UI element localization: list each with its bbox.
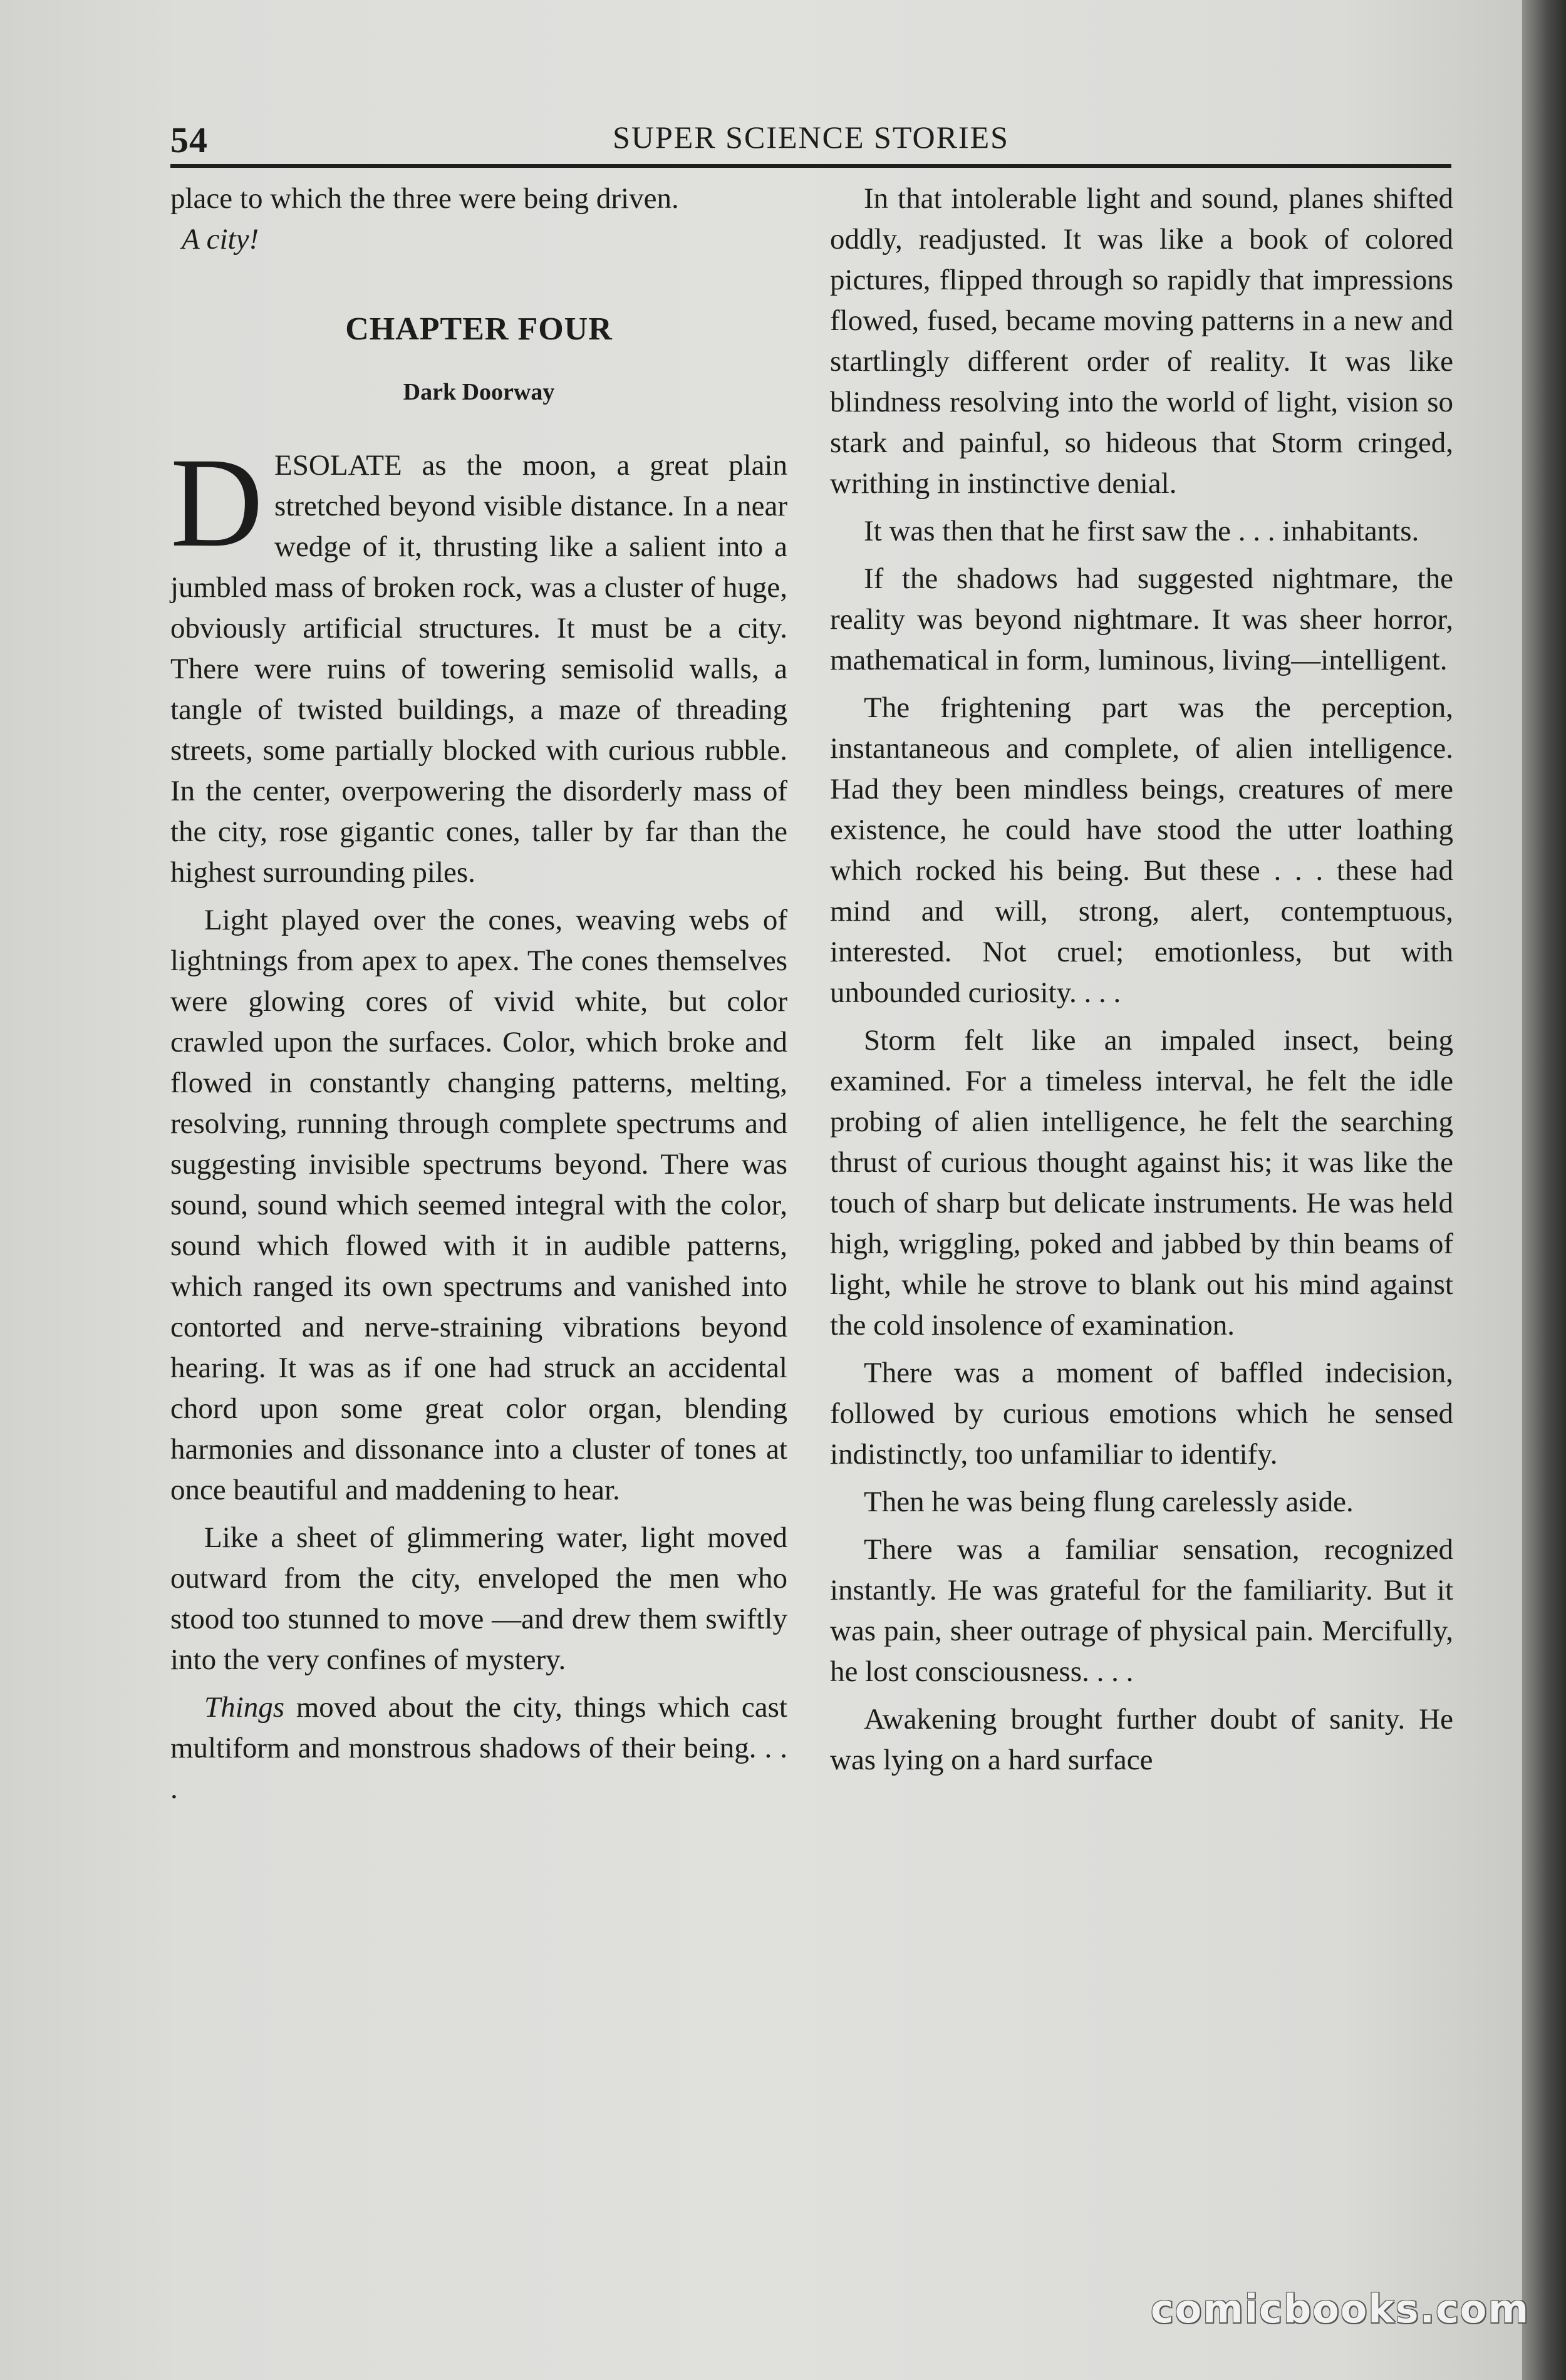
paragraph: The frightening part was the perception, instantaneous and complete, of alien intelligence. Had they been mindless beings, creatures of mere existence, he could have stood the utter loathing which rocked his being. But these . . . these had mind and will, strong, alert, contemptuous, interested. Not cruel; emotionless, but with unbounded curiosity. . . . [830,691,1453,1009]
paragraph-text: ESOLATE as the moon, a great plain stretched beyond visible distance. In a near wedge of it, thrusting like a salient into a jumbled mass of broken rock, was a cluster of huge, obviously artificial structures. It must be a city. There were ruins of towering semisolid walls, a tangle of twisted buildings, a maze of threading streets, some partially blocked with curious rubble. In the center, overpowering the disorderly mass of the city, rose gigantic cones, taller by far than the highest surrounding piles. [170,449,787,889]
paragraph: Then he was being flung carelessly aside. [864,1486,1354,1518]
page-number: 54 [170,120,208,160]
paragraph: place to which the three were being driven. [170,182,679,215]
drop-cap: D [170,432,264,574]
paragraph: Like a sheet of glimmering water, light moved outward from the city, enveloped the men who stood too stunned to move —and drew them swiftly into the very confines of mystery. [170,1521,787,1676]
header-rule [170,164,1451,168]
paragraph: Light played over the cones, weaving webs of lightnings from apex to apex. The cones themselves were glowing cores of vivid white, but color crawled upon the surfaces. Color, which broke and flowed in constantly changing patterns, melting, resolving, running through complete spectrums and suggesting invisible spectrums beyond. There was sound, sound which seemed integral with the color, sound which flowed with it in audible patterns, which ranged its own spectrums and vanished into contorted and nerve-straining vibrations beyond hearing. It was as if one had struck an accidental chord upon some great color organ, blending harmonies and dissonance into a cluster of tones at once beautiful and maddening to hear. [170,904,787,1506]
paragraph: In that intolerable light and sound, planes shifted oddly, readjusted. It was like a book of colored pictures, flipped through so rapidly that impressions flowed, fused, became moving patterns in a new and startlingly different order of reality. It was like blindness resolving into the world of light, vision so stark and painful, so hideous that Storm cringed, writhing in instinctive denial. [830,182,1453,500]
paragraph: There was a moment of baffled indecision, followed by curious emotions which he sensed indistinctly, too unfamiliar to identify. [830,1357,1453,1471]
paragraph: There was a familiar sensation, recognized instantly. He was grateful for the familiarity. But it was pain, sheer outrage of physical pain. Mercifully, he lost consciousness. . . . [830,1533,1453,1688]
paragraph: Storm felt like an impaled insect, being examined. For a timeless interval, he felt the idle probing of alien intelligence, he felt the searching thrust of curious thought against his; it was like the touch of sharp but delicate instruments. He was held high, wriggling, poked and jabbed by thin beams of light, while he strove to blank out his mind against the cold insolence of examination. [830,1024,1453,1342]
right-column [830,178,1453,1788]
watermark: comicbooks.com [1150,2286,1530,2332]
left-column [170,178,787,1816]
page-header [170,111,1451,162]
page-edge-shadow [1522,0,1566,2380]
italic-word: Things [204,1691,284,1724]
paragraph-text: moved about the city, things which cast multiform and monstrous shadows of their being. . . . [170,1691,787,1805]
paragraph-city: A city! [182,223,259,256]
chapter-title: CHAPTER FOUR [345,311,613,347]
paragraph: If the shadows had suggested nightmare, the reality was beyond nightmare. It was sheer horror, mathematical in form, luminous, living—intelligent. [830,562,1453,676]
paragraph: Awakening brought further doubt of sanity. He was lying on a hard surface [830,1703,1453,1776]
opening-paragraph [170,432,787,893]
paragraph: It was then that he first saw the . . . inhabitants. [864,515,1419,547]
running-head: SUPER SCIENCE STORIES [613,120,1009,155]
paragraph [170,1687,787,1809]
chapter-subtitle: Dark Doorway [403,379,555,405]
